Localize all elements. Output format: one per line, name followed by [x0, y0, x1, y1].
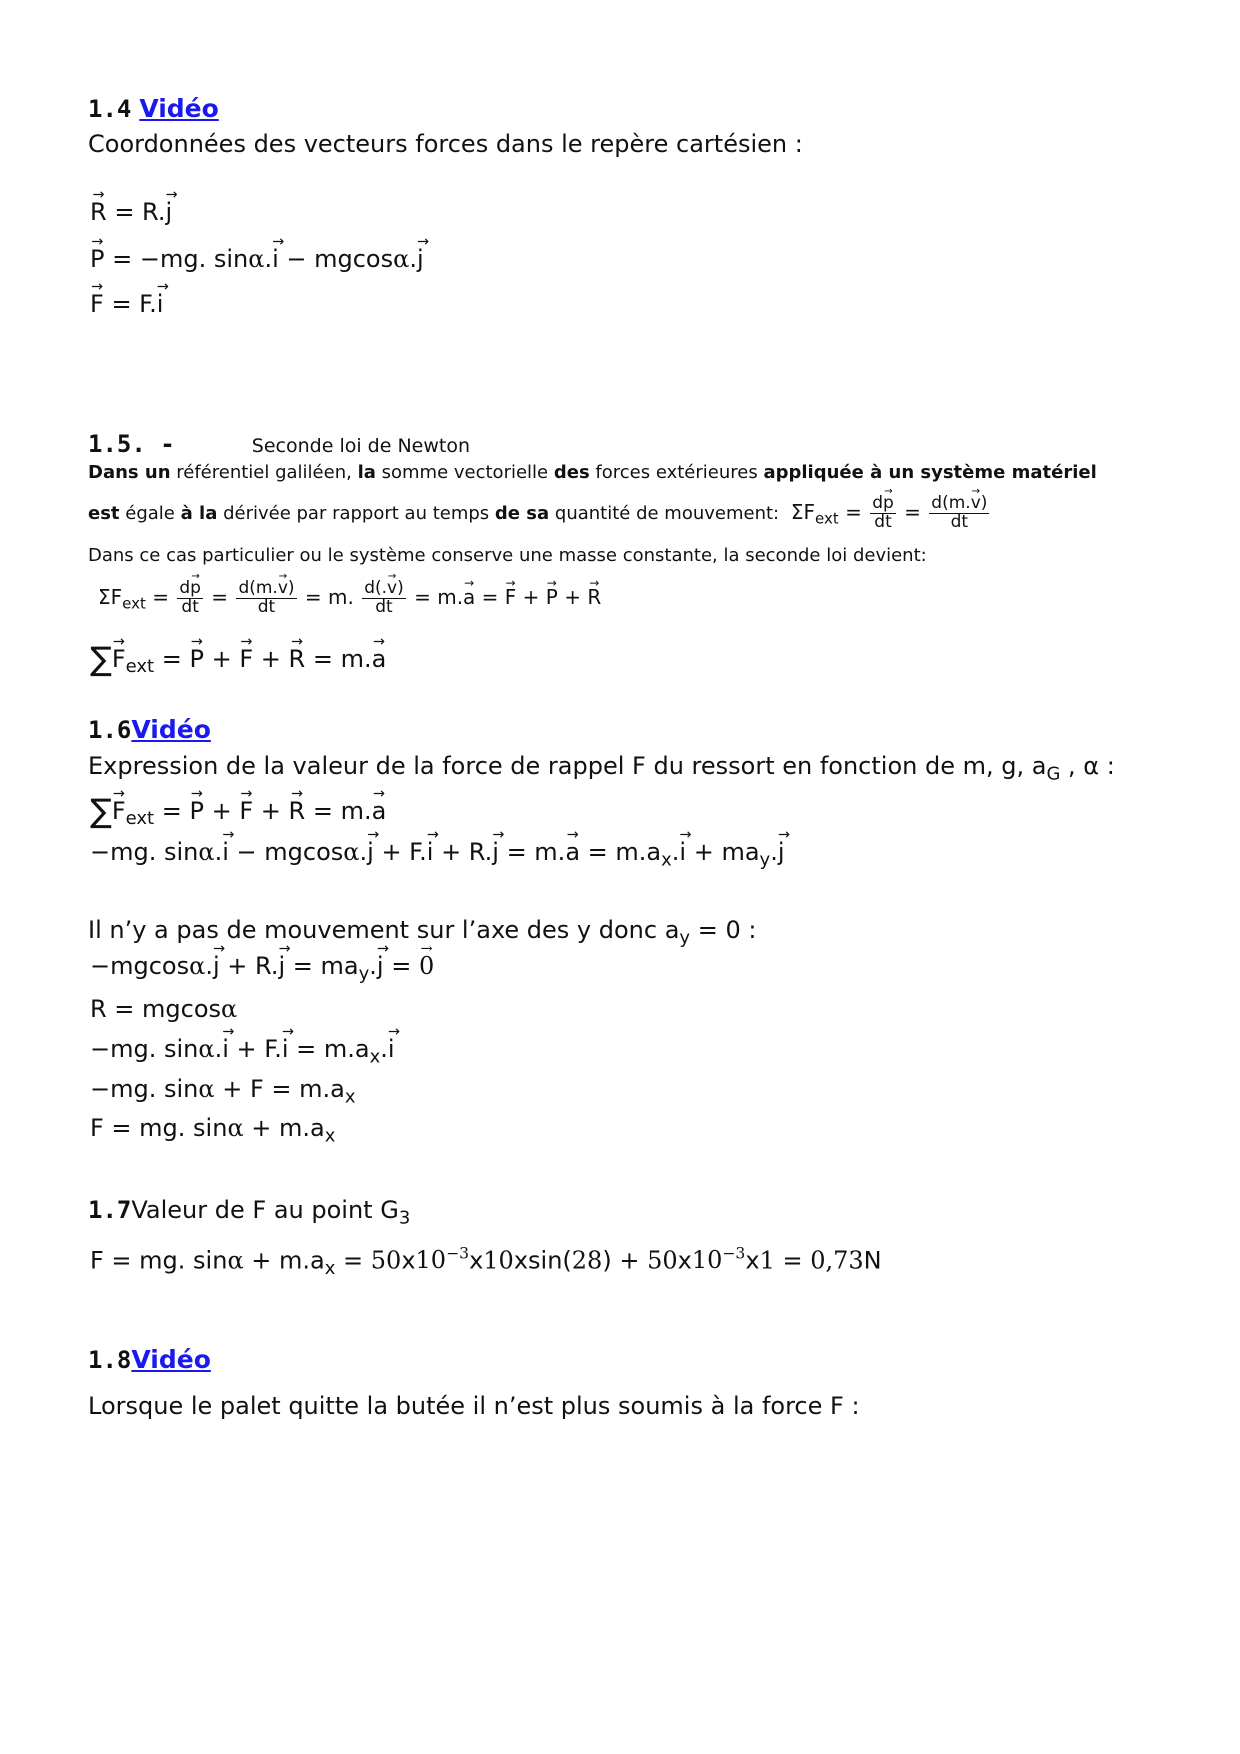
- equation-R-value: R = mgcosα: [90, 995, 238, 1023]
- equation-F: → F = F.→ i: [90, 290, 163, 318]
- section-1-5-heading: [88, 430, 470, 458]
- section-1-8-text: Lorsque le palet quitte la butée il n’est plus soumis à la force F :: [88, 1392, 860, 1420]
- expression-text: Expression de la valeur de la force de rappel F du ressort en fonction de m, g, $a_G$ , α :: [88, 752, 1115, 785]
- equation-sum-forces-2: ∑→ $F_{ext}$ = → P + → F + → R = m.→ a: [90, 792, 386, 830]
- section-number: 1.8: [88, 1346, 132, 1374]
- section-1-5-title: Seconde loi de Newton: [251, 435, 471, 457]
- section-number: 1.7: [88, 1196, 132, 1224]
- section-number: 1.5. -: [88, 430, 175, 458]
- equation-P: → P = −mg. sinα.→ i − mgcosα.→ j: [90, 245, 424, 273]
- section-number: 1.4: [88, 95, 132, 123]
- no-movement-text: Il n’y a pas de mouvement sur l’axe des y donc $a_y = 0$ :: [88, 916, 757, 949]
- newton-law-line-2: est égale à la dérivée par rapport au temps de sa quantité de mouvement: $\Sigma F_{ext}$ = $\frac{d\to p}{dt}$ = $\frac{d(m.\to v)}{dt}$: [88, 495, 991, 532]
- equation-x-axis: −mg. $\sin\alpha.\to i + F.\to i = m.a_x.\to i$: [90, 1035, 395, 1067]
- equation-R: → R = R.→ j: [90, 198, 172, 226]
- section-1-8-heading: [88, 1345, 211, 1374]
- section-number: 1.6: [88, 716, 132, 744]
- force-result-value: 0,73: [810, 1246, 864, 1275]
- equation-F-expression: F = mg. $\sin\alpha + m.a_x$: [90, 1114, 336, 1147]
- equation-F-numeric: F = mg. $\sin\alpha + m.a_x = 50x10^{-3}x10xsin(28) + 50x10^{-3}x1 = 0,73N$: [90, 1245, 882, 1279]
- equation-projection: −mg. $\sin\alpha.\to i - mgcos\alpha.\to j + F.\to i + R.\to j = m.\to a = m.a_x.\to i + ma_y.\to j$: [90, 838, 785, 870]
- section-1-4-heading: [88, 94, 219, 123]
- equation-x-scalar: −mg. $\sin\alpha + F = m.a_x$: [90, 1075, 356, 1108]
- section-1-7-heading: 1.7Valeur de F au point $G_3$: [88, 1196, 411, 1229]
- video-link-1-8[interactable]: Vidéo: [131, 1345, 211, 1374]
- particular-case-text: Dans ce cas particulier ou le système conserve une masse constante, la seconde loi devient:: [88, 545, 927, 566]
- section-1-6-heading: [88, 715, 211, 744]
- newton-law-line-1: Dans un référentiel galiléen, la somme vectorielle des forces extérieures appliquée à un système matériel: [88, 462, 1097, 483]
- equation-sum-forces: ∑→ $F_{ext}$ = → P + → F + → R = m.→ a: [90, 640, 386, 678]
- video-link-1-4[interactable]: Vidéo: [139, 94, 219, 123]
- equation-newton-derivation: $\Sigma F_{ext}$ = $\frac{d\to p}{dt}$ = $\frac{d(m.\to v)}{dt}$ = m. $\frac{d(.\to v)}{dt}$ = m.→ a = → F + → P + → R: [98, 580, 601, 617]
- video-link-1-6[interactable]: Vidéo: [131, 715, 211, 744]
- section-1-4-intro: Coordonnées des vecteurs forces dans le repère cartésien :: [88, 130, 803, 158]
- equation-y-axis: $-mgcos\alpha.\to j + R.\to j = ma_y.\to j$ = → 0: [90, 952, 434, 984]
